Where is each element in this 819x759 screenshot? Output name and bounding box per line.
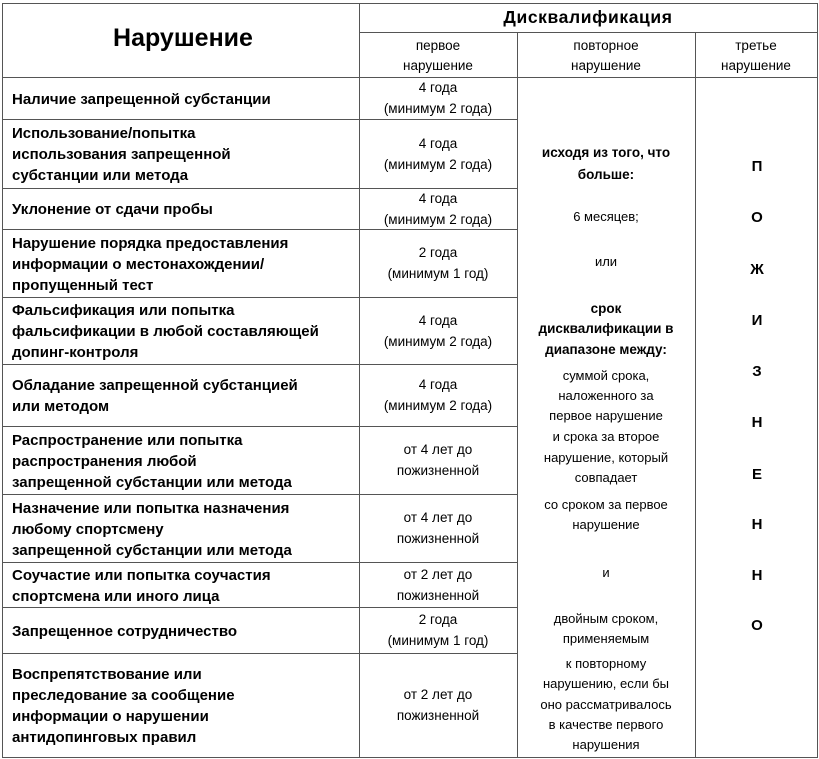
second-offense-text: нарушение, который — [543, 450, 669, 465]
grid-line — [359, 3, 360, 757]
first-offense-cell — [361, 310, 515, 352]
first-offense-text: пожизненной — [396, 463, 480, 478]
first-offense-text: (минимум 2 года) — [383, 211, 493, 227]
first-offense-text: пожизненной — [396, 531, 480, 546]
first-offense-text: (минимум 2 года) — [383, 398, 493, 413]
first-offense-text: 4 года — [418, 312, 458, 328]
first-offense-cell — [361, 507, 515, 549]
second-offense-text: и — [602, 565, 610, 580]
first-offense-text: 2 года — [418, 245, 458, 260]
violation-text: запрещенной субстанции или метода — [12, 541, 292, 559]
violation-text: запрещенной субстанции или метода — [12, 473, 292, 491]
violation-text: допинг-контроля — [12, 344, 139, 361]
second-offense-text: диапазоне между: — [545, 342, 667, 357]
grid-line — [2, 494, 518, 495]
violation-cell — [12, 621, 237, 642]
lifetime-letter: О — [751, 209, 763, 226]
lifetime-letter: И — [751, 312, 763, 329]
violation-text: Воспрепятствование или — [12, 666, 202, 683]
second-offense-text: совпадает — [574, 470, 638, 485]
first-offense-text: 4 года — [418, 377, 458, 392]
grid-line — [2, 3, 818, 4]
grid-line — [2, 426, 518, 427]
second-offense-text: нарушения — [572, 737, 640, 752]
violation-text: информации о нарушении — [12, 708, 209, 725]
violation-text: Соучастие или попытка соучастия — [12, 566, 271, 584]
violation-text: любому спортсмену — [12, 520, 164, 538]
second-offense-text: наложенного за — [558, 388, 654, 403]
first-offense-text: от 4 лет до — [403, 510, 473, 525]
second-offense-text: нарушение — [572, 517, 640, 532]
first-offense-text: 2 года — [418, 612, 458, 627]
grid-line — [2, 653, 518, 654]
disqualification-header: Дисквалификация — [503, 7, 673, 27]
violation-text: Распространение или попытка — [12, 431, 243, 449]
grid-line — [359, 32, 818, 33]
grid-line — [2, 3, 3, 757]
second-offense-text: к повторному — [565, 656, 647, 671]
first-offense-cell — [361, 188, 515, 230]
first-offense-header-line2: нарушение — [403, 58, 473, 73]
lifetime-letter: Н — [751, 414, 763, 431]
lifetime-letter: Н — [751, 567, 763, 584]
violation-column-header: Нарушение — [113, 24, 253, 52]
violation-text: спортсмена или иного лица — [12, 587, 220, 605]
first-offense-text: (минимум 2 года) — [383, 101, 493, 116]
third-offense-header-line1: третье — [735, 38, 777, 53]
violation-cell — [12, 199, 213, 220]
second-offense-text: или — [594, 254, 618, 269]
violation-cell — [12, 233, 288, 296]
violation-text: информации о местонахождении/ — [12, 255, 265, 273]
second-offense-text: оно рассматривалось — [540, 697, 672, 712]
second-offense-header-line1: повторное — [573, 38, 639, 53]
first-offense-text: пожизненной — [396, 708, 480, 723]
violation-text: Запрещенное сотрудничество — [12, 622, 238, 640]
grid-line — [2, 607, 518, 608]
first-offense-cell — [361, 439, 515, 481]
first-offense-cell — [361, 133, 515, 175]
violation-text: Нарушение порядка предоставления — [12, 234, 289, 252]
first-offense-cell — [361, 77, 515, 119]
first-offense-text: (минимум 1 год) — [387, 266, 489, 281]
lifetime-letter: Н — [751, 516, 763, 533]
lifetime-letter: Ж — [750, 261, 764, 278]
first-offense-cell — [361, 564, 515, 606]
first-offense-text: 4 года — [418, 190, 458, 206]
first-offense-cell — [361, 374, 515, 416]
violation-cell — [12, 123, 231, 186]
second-offense-text: первое нарушение — [549, 408, 663, 423]
first-offense-text: (минимум 2 года) — [383, 156, 493, 172]
violation-cell — [12, 498, 292, 561]
second-offense-text: срок — [590, 301, 622, 316]
first-offense-header — [359, 36, 517, 76]
violation-text: антидопинговых правил — [12, 729, 197, 746]
lifetime-letter: П — [751, 158, 763, 175]
violation-text: Обладание запрещенной субстанцией — [12, 377, 298, 394]
first-offense-text: от 2 лет до — [403, 566, 473, 582]
violation-text: пропущенный тест — [12, 276, 154, 294]
second-offense-text: применяемым — [562, 631, 650, 646]
violation-text: Использование/попытка — [12, 125, 196, 142]
violation-cell — [12, 89, 271, 110]
first-offense-text: от 4 лет до — [403, 442, 473, 457]
second-offense-text: двойным сроком, — [553, 611, 659, 626]
first-offense-text: от 2 лет до — [403, 687, 473, 702]
violation-cell — [12, 430, 292, 493]
first-offense-cell — [361, 684, 515, 726]
second-offense-text: суммой срока, — [562, 368, 650, 383]
violation-text: распространения любой — [12, 452, 197, 470]
second-offense-text: в качестве первого — [548, 717, 664, 732]
lifetime-letter: З — [752, 363, 762, 380]
violation-text: или методом — [12, 398, 110, 415]
second-offense-text: нарушению, если бы — [542, 676, 670, 691]
second-offense-text: 6 месяцев; — [573, 209, 639, 224]
first-offense-text: 4 года — [418, 80, 458, 95]
second-offense-text: со сроком за первое — [544, 497, 668, 512]
violation-text: использования запрещенной — [12, 146, 231, 163]
first-offense-cell — [361, 242, 515, 284]
violation-text: преследование за сообщение — [12, 687, 235, 704]
violation-text: фальсификации в любой составляющей — [12, 323, 319, 340]
grid-line — [817, 3, 818, 758]
grid-line — [2, 119, 518, 120]
violation-cell — [12, 664, 235, 748]
first-offense-text: 4 года — [418, 135, 458, 151]
third-offense-header-line2: нарушение — [721, 58, 791, 73]
violation-text: Фальсификация или попытка — [12, 302, 235, 319]
third-offense-header — [695, 36, 817, 76]
violation-text: субстанции или метода — [12, 167, 189, 184]
second-offense-text: дисквалификации в — [538, 321, 674, 336]
lifetime-letter: Е — [751, 466, 762, 483]
first-offense-text: (минимум 1 год) — [387, 633, 489, 648]
violation-text: Наличие запрещенной субстанции — [12, 90, 271, 108]
grid-line — [2, 297, 518, 298]
first-offense-header-line1: первое — [415, 38, 461, 53]
grid-line — [2, 757, 518, 758]
violation-cell — [12, 565, 271, 607]
first-offense-cell — [361, 609, 515, 651]
violation-cell — [12, 300, 319, 363]
second-offense-text: исходя из того, что — [541, 145, 671, 160]
second-offense-header — [517, 36, 695, 76]
violation-text: Уклонение от сдачи пробы — [12, 201, 213, 218]
second-offense-text: и срока за второе — [552, 429, 660, 444]
second-offense-header-line2: нарушение — [571, 58, 641, 73]
grid-line — [2, 364, 518, 365]
grid-line — [517, 757, 818, 758]
lifetime-letter: О — [751, 617, 763, 634]
first-offense-text: пожизненной — [396, 587, 480, 603]
grid-line — [695, 32, 696, 757]
violation-text: Назначение или попытка назначения — [12, 499, 290, 517]
first-offense-text: (минимум 2 года) — [383, 333, 493, 349]
violation-cell — [12, 375, 298, 417]
second-offense-text: больше: — [577, 167, 635, 182]
